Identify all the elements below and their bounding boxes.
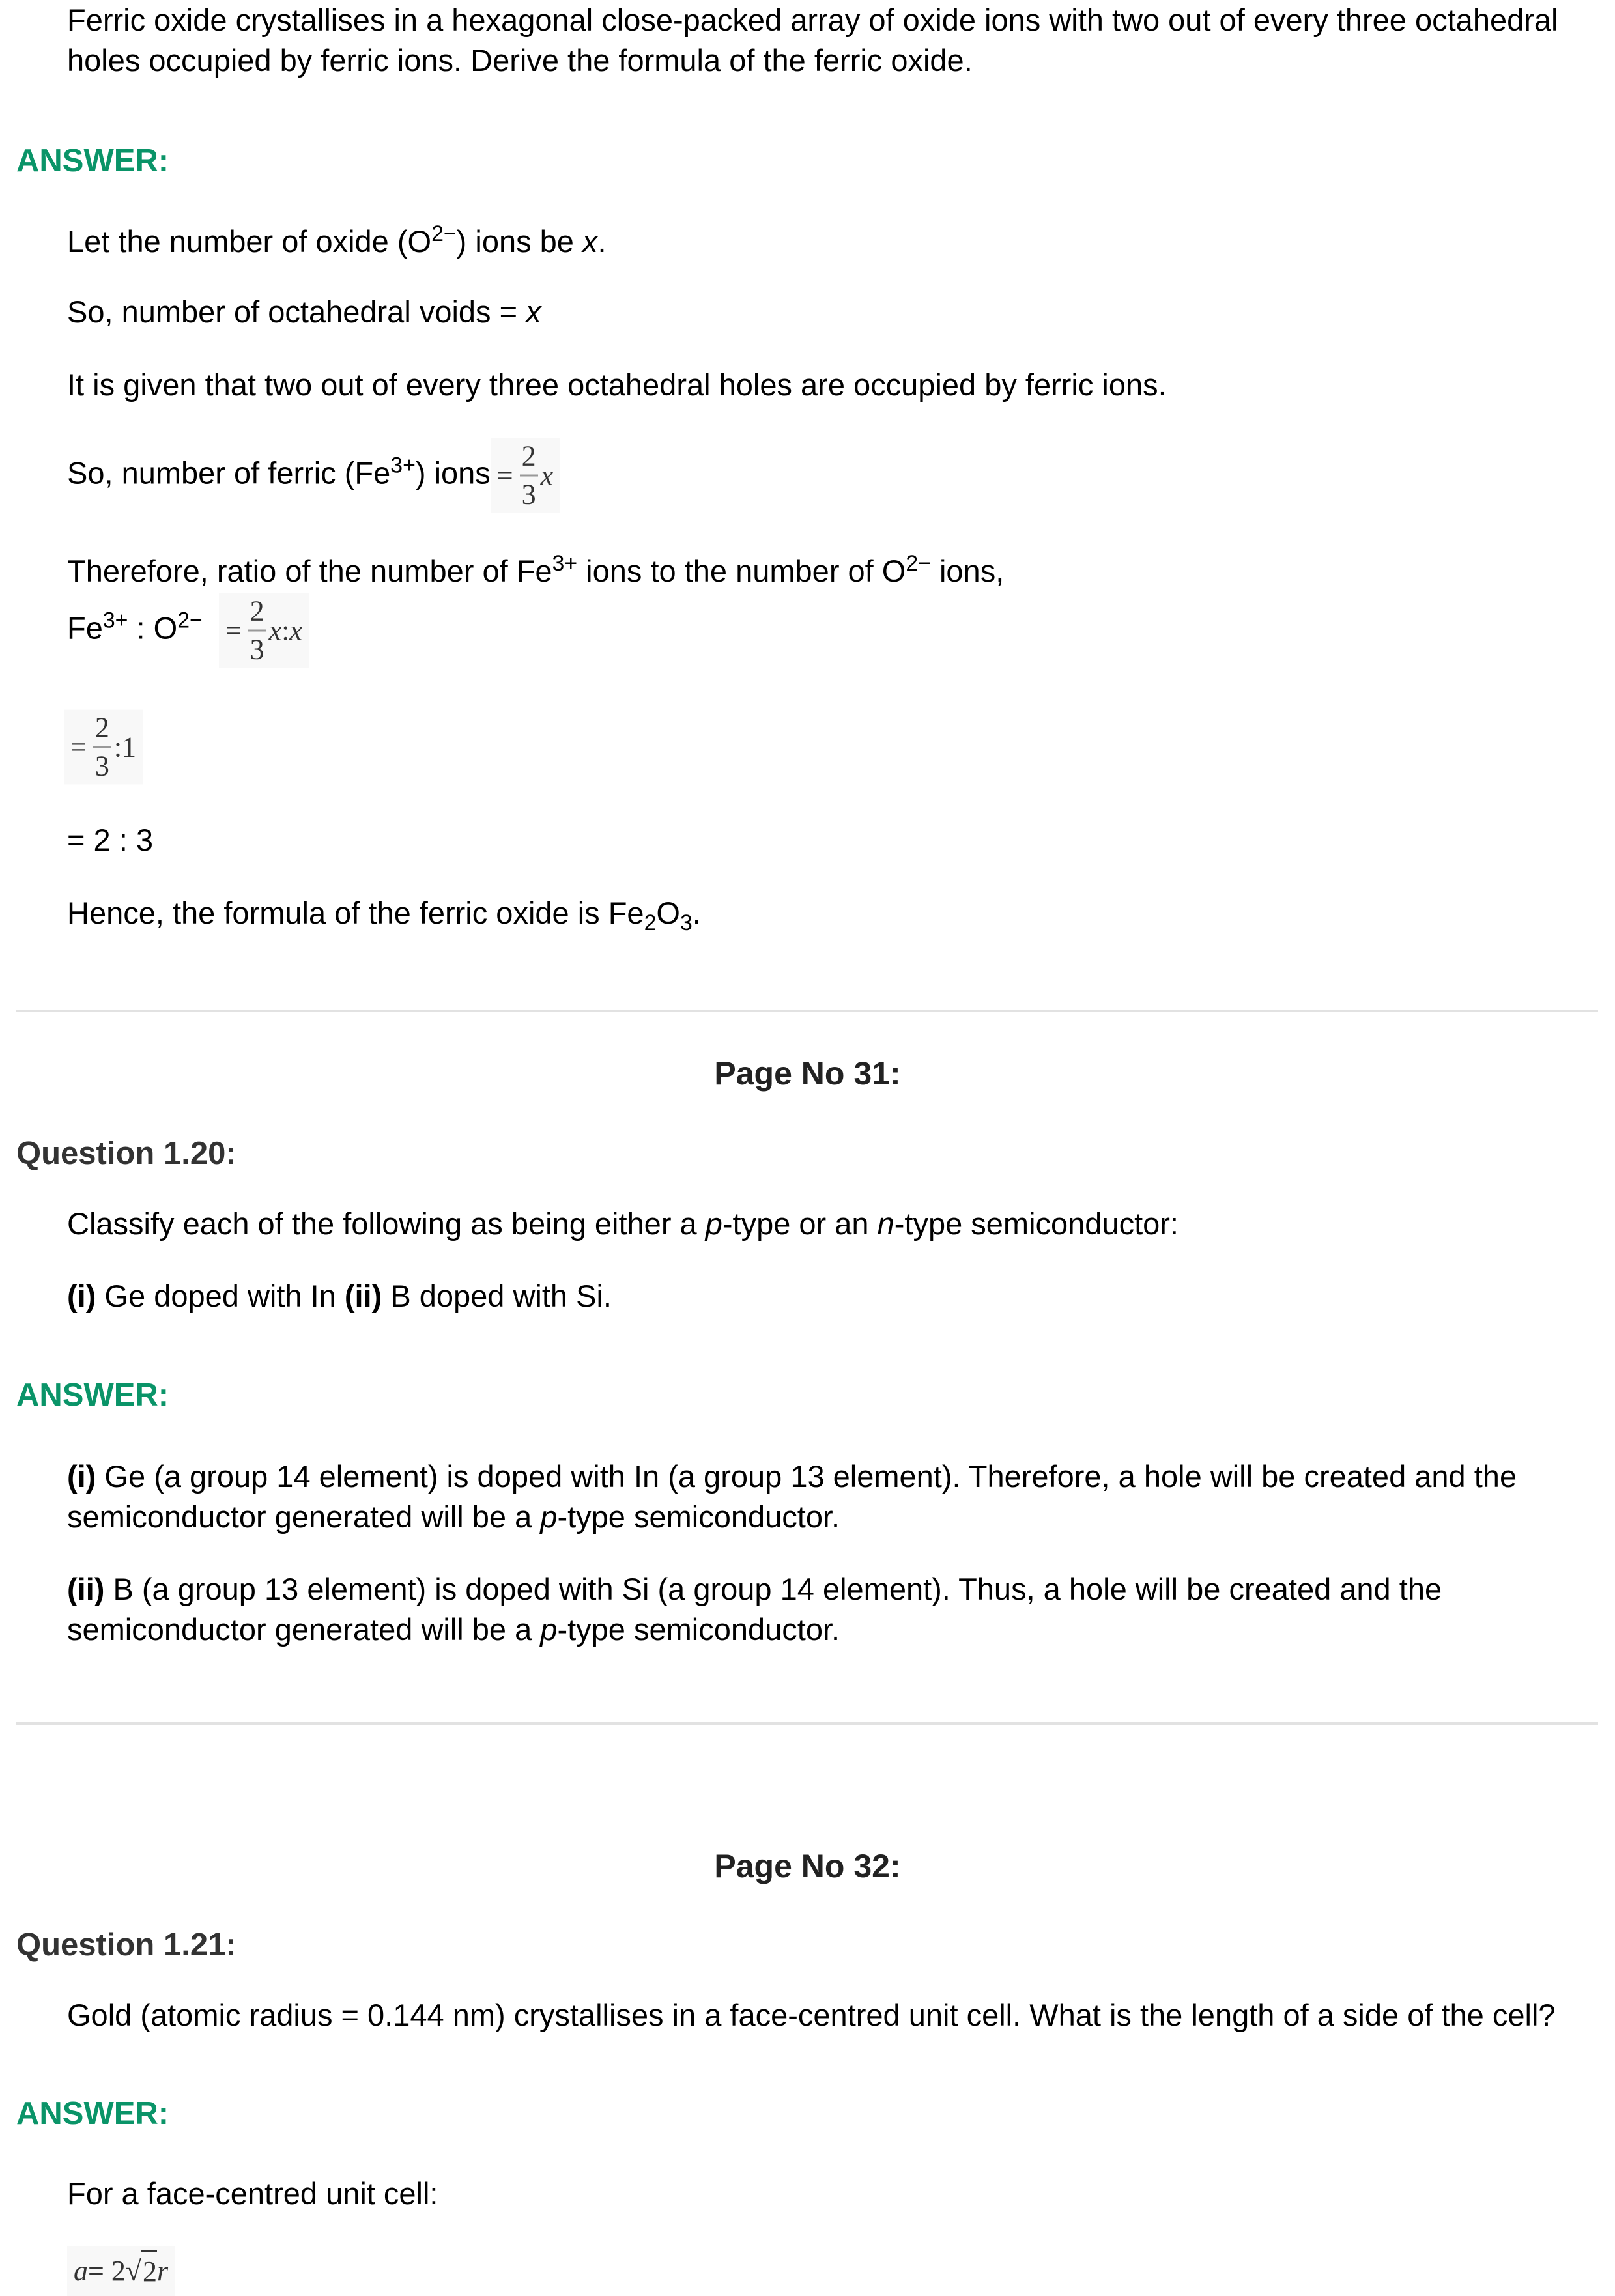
fraction-bar xyxy=(93,746,111,748)
equals: = xyxy=(225,614,242,646)
charge: 3+ xyxy=(552,551,578,576)
charge: 3+ xyxy=(390,453,416,478)
text: B (a group 13 element) is doped with Si (a group 14 element). Thus, a hole will be created and the semiconductor generated will be a xyxy=(67,1572,1442,1647)
part-label: (i) xyxy=(67,1279,96,1313)
denominator: 3 xyxy=(94,750,109,782)
math-formula-image xyxy=(67,2246,175,2296)
italic-term: n xyxy=(877,1206,894,1241)
sqrt-icon: √ xyxy=(125,2255,141,2287)
step-voids xyxy=(67,292,541,332)
fraction xyxy=(93,711,111,782)
italic-term: p xyxy=(705,1206,722,1241)
text: Fe xyxy=(67,610,103,645)
answer-part-i xyxy=(67,1456,1585,1537)
answer-label: ANSWER: xyxy=(16,1378,169,1413)
part-label: (i) xyxy=(67,1459,96,1494)
text: -type semiconductor. xyxy=(557,1612,840,1647)
question-text: Ferric oxide crystallises in a hexagonal close-packed array of oxide ions with two out of every three octahedral holes occupied by ferric ions. Derive the formula of the ferric oxide. xyxy=(67,3,1558,78)
step-ferric xyxy=(67,438,560,513)
text: -type semiconductor. xyxy=(557,1499,840,1534)
part-label: (ii) xyxy=(67,1572,105,1606)
text: ) ions xyxy=(415,455,491,490)
ratio-separator: : xyxy=(281,614,290,646)
text: So, number of octahedral voids = xyxy=(67,294,526,329)
answer-label: ANSWER: xyxy=(16,2096,169,2131)
text: Ge (a group 14 element) is doped with In (a group 13 element). Therefore, a hole will be created and the semiconductor generated will be a xyxy=(67,1459,1517,1534)
equals-two: = 2 xyxy=(88,2255,126,2287)
fraction-bar xyxy=(248,630,266,632)
charge: 2− xyxy=(431,221,457,247)
step-ratio-intro xyxy=(67,551,1004,591)
italic-term: p xyxy=(540,1612,558,1647)
text: O xyxy=(153,610,178,645)
text: Hence, the formula of the ferric oxide is Fe xyxy=(67,896,644,930)
text: ions, xyxy=(930,554,1005,588)
text: . xyxy=(597,224,607,259)
math-fraction-image xyxy=(219,593,309,668)
answer-intro: For a face-centred unit cell: xyxy=(67,2176,438,2211)
text: ions to the number of O xyxy=(577,554,906,588)
question-heading: Question 1.20: xyxy=(16,1136,236,1171)
page-number-heading: Page No 32: xyxy=(714,1848,901,1884)
variable: x xyxy=(582,224,598,259)
formula-line xyxy=(67,2246,175,2296)
variable: x xyxy=(526,294,541,329)
step-conclusion xyxy=(67,893,701,936)
text: : xyxy=(128,610,154,645)
text: Classify each of the following as being either a xyxy=(67,1206,706,1241)
step-given: It is given that two out of every three octahedral holes are occupied by ferric ions. xyxy=(67,367,1167,402)
text: -type or an xyxy=(722,1206,878,1241)
charge: 2− xyxy=(906,551,931,576)
question-parts xyxy=(67,1276,612,1316)
radicand: 2 xyxy=(141,2250,157,2292)
equals: = xyxy=(70,731,87,763)
text: -type semiconductor: xyxy=(894,1206,1179,1241)
text: B doped with Si. xyxy=(382,1279,612,1313)
fraction-bar xyxy=(520,475,538,477)
step-simplified xyxy=(64,710,143,785)
section-divider xyxy=(16,1722,1598,1725)
text: Therefore, ratio of the number of Fe xyxy=(67,554,552,588)
text: Let the number of oxide (O xyxy=(67,224,432,259)
subscript: 2 xyxy=(644,911,657,936)
numerator: 2 xyxy=(521,440,536,472)
question-heading: Question 1.21: xyxy=(16,1927,236,1963)
variable: x xyxy=(540,459,554,491)
answer-label: ANSWER: xyxy=(16,143,169,178)
step-let-oxide xyxy=(67,221,607,262)
text: O xyxy=(656,896,680,930)
part-label: (ii) xyxy=(344,1279,382,1313)
variable: a xyxy=(74,2255,88,2287)
step-ratio xyxy=(67,593,309,668)
ratio-one: :1 xyxy=(113,731,137,763)
fraction xyxy=(520,442,538,509)
subscript: 3 xyxy=(679,911,693,936)
numerator: 2 xyxy=(94,711,109,744)
text: . xyxy=(692,896,701,930)
math-fraction-image xyxy=(491,438,560,513)
variable: x xyxy=(289,614,302,646)
question-text: Gold (atomic radius = 0.144 nm) crystallises in a face-centred unit cell. What is the length of a side of the cell? xyxy=(67,1998,1556,2032)
step-result: = 2 : 3 xyxy=(67,823,153,857)
text: Ge doped with In xyxy=(96,1279,345,1313)
math-fraction-image xyxy=(64,710,143,785)
italic-term: p xyxy=(540,1499,558,1534)
text: So, number of ferric (Fe xyxy=(67,455,391,490)
charge: 2− xyxy=(177,608,203,633)
page-number-heading: Page No 31: xyxy=(714,1055,901,1092)
fraction xyxy=(248,597,266,664)
charge: 3+ xyxy=(102,608,128,633)
variable: r xyxy=(156,2255,169,2287)
denominator: 3 xyxy=(250,633,264,666)
denominator: 3 xyxy=(521,478,536,511)
numerator: 2 xyxy=(250,595,264,627)
answer-part-ii xyxy=(67,1569,1585,1650)
equals: = xyxy=(496,459,513,491)
section-divider xyxy=(16,1010,1598,1012)
question-text xyxy=(67,1204,1179,1244)
text: ) ions be xyxy=(456,224,582,259)
variable: x xyxy=(268,614,282,646)
